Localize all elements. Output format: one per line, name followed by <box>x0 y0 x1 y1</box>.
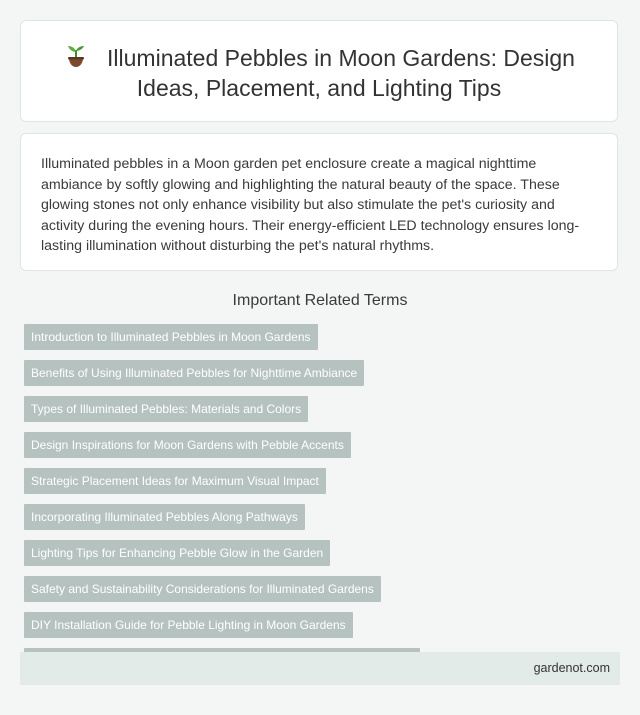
related-term-tag[interactable]: Introduction to Illuminated Pebbles in Moon Gardens <box>24 324 318 350</box>
related-term-tag[interactable]: Lighting Tips for Enhancing Pebble Glow in the Garden <box>24 540 330 566</box>
page-title <box>21 43 617 103</box>
intro-card <box>20 133 618 271</box>
sprout-icon <box>63 43 89 69</box>
related-terms-list <box>24 324 420 684</box>
related-term-tag[interactable]: Benefits of Using Illuminated Pebbles for Nighttime Ambiance <box>24 360 364 386</box>
footer-site-link[interactable]: gardenot.com <box>533 661 610 675</box>
footer <box>20 652 620 685</box>
page-title-text: Illuminated Pebbles in Moon Gardens: Design Ideas, Placement, and Lighting Tips <box>107 45 575 101</box>
related-term-tag[interactable]: Incorporating Illuminated Pebbles Along Pathways <box>24 504 305 530</box>
related-term-tag[interactable]: Safety and Sustainability Considerations for Illuminated Gardens <box>24 576 381 602</box>
related-term-tag[interactable]: Strategic Placement Ideas for Maximum Visual Impact <box>24 468 326 494</box>
title-card <box>20 20 618 122</box>
related-term-tag[interactable]: Types of Illuminated Pebbles: Materials and Colors <box>24 396 308 422</box>
related-terms-heading: Important Related Terms <box>232 292 408 309</box>
related-term-tag[interactable]: DIY Installation Guide for Pebble Lighting in Moon Gardens <box>24 612 353 638</box>
intro-paragraph: Illuminated pebbles in a Moon garden pet enclosure create a magical nighttime ambiance by softly glowing and highlighting the natural beauty of the space. These glowing stones not only enhance visibility but also stimulate the pet's curiosity and activity during the evening hours. Their energy-efficient LED technology ensures long-lasting illumination without disturbing the pet's natural rhythms. <box>41 156 580 254</box>
related-term-tag[interactable]: Design Inspirations for Moon Gardens with Pebble Accents <box>24 432 351 458</box>
